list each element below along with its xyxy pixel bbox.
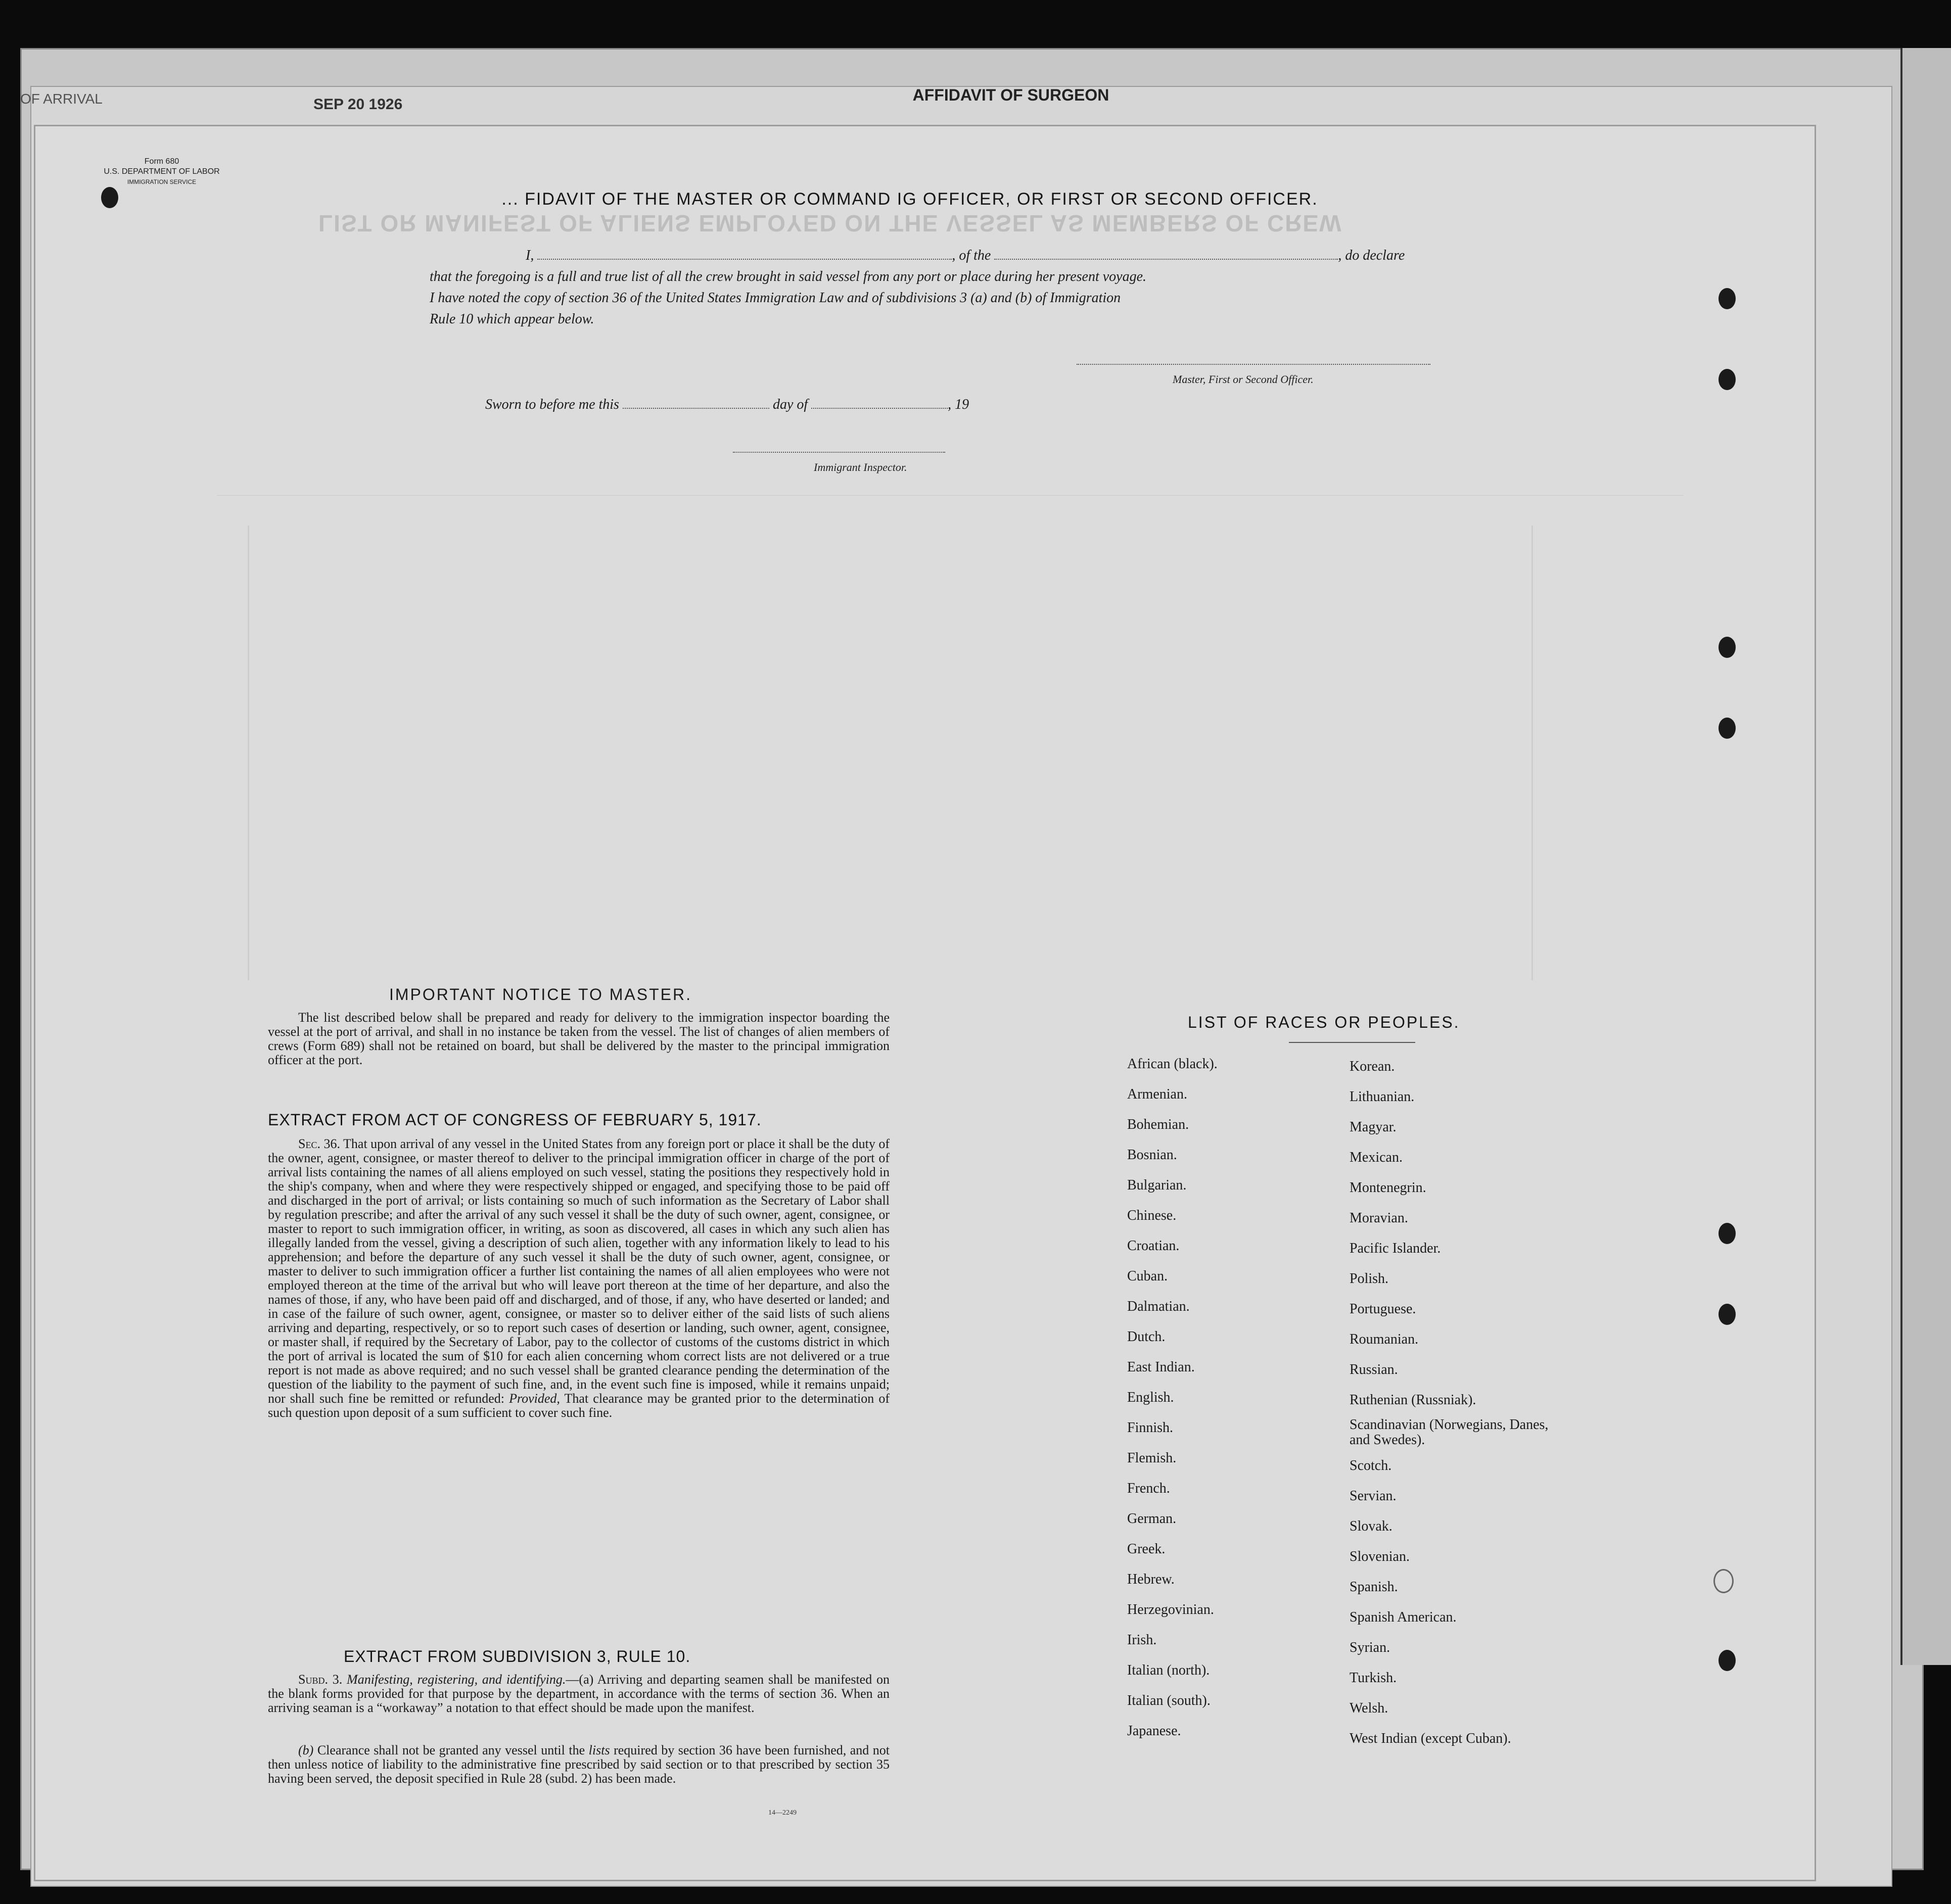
race-item: Cuban. bbox=[1127, 1268, 1168, 1284]
race-item: African (black). bbox=[1127, 1056, 1218, 1072]
section-text: That upon arrival of any vessel in the United States from any foreign port or place it shall be the duty of the owner, agent, consignee, or master thereof to deliver to the principal immigration officer in charge of the port of arrival lists containing the names of all aliens employed on such vessel, stating the positions they respectively hold in the ship's company, when and where they were respectively shipped or engaged, and specifying those to be paid off and discharged in the port of arrival; or lists containing so much of such information as the Secretary of Labor shall by regulation prescribe; and after the arrival of any such vessel it shall be the duty of such owner, agent, consignee, or master to report to such immigration officer, in writing, as soon as discovered, all cases in which any such alien has illegally landed from the vessel, giving a description of such alien, together with any information likely to lead to his apprehension; and before the departure of any such vessel it shall be the duty of such owner, agent, consignee, or master to deliver to such immigration officer a further list containing the names of all alien employees who were not employed thereon at the time of the arrival but who will leave port thereon at the time of her departure, and also the names of those, if any, who have been paid off and discharged, and of those, if any, who have deserted or landed; and in case of the failure of such owner, agent, consignee, or master so to deliver either of the said lists of such aliens arriving and departing, respectively, or so to report such cases of desertion or landing, such owner, agent, consignee, or master shall, if required by the Secretary of Labor, pay to the collector of customs of the customs district in which the port of arrival is located the sum of $10 for each alien concerning whom correct lists are not delivered or a true report is not made as above required; and no such vessel shall be granted clearance pending the determination of the question of the liability to the payment of such fine, and, in the event such fine is imposed, while it remains unpaid; nor shall such fine be remitted or refunded: bbox=[268, 1136, 890, 1406]
act-extract-title: EXTRACT FROM ACT OF CONGRESS OF FEBRUARY 5, 1917. bbox=[268, 1111, 762, 1129]
provided-label: Provided, bbox=[509, 1391, 560, 1406]
race-item: Spanish. bbox=[1350, 1579, 1398, 1595]
races-title-rule bbox=[1289, 1042, 1415, 1043]
race-item: Herzegovinian. bbox=[1127, 1602, 1214, 1617]
race-item: English. bbox=[1127, 1390, 1174, 1405]
punch-hole bbox=[1718, 637, 1736, 658]
form-page bbox=[35, 126, 1815, 1880]
punch-hole bbox=[101, 187, 118, 208]
subdivision-label: Subd. 3. bbox=[298, 1672, 343, 1687]
race-item: Japanese. bbox=[1127, 1723, 1181, 1739]
race-item: Greek. bbox=[1127, 1541, 1166, 1557]
race-item: German. bbox=[1127, 1511, 1177, 1527]
race-item: Pacific Islander. bbox=[1350, 1241, 1441, 1256]
race-item: Korean. bbox=[1350, 1059, 1395, 1074]
race-item: Hebrew. bbox=[1127, 1572, 1175, 1587]
race-item: Slovak. bbox=[1350, 1518, 1392, 1534]
part-b-label: (b) bbox=[298, 1743, 314, 1757]
declaration-line-2: that the foregoing is a full and true list of all the crew brought in said vessel from any port or place during her present voyage. bbox=[430, 269, 1147, 284]
race-item: Spanish American. bbox=[1350, 1609, 1457, 1625]
part-a-label: —(a) bbox=[566, 1672, 594, 1687]
vessel-name-field[interactable] bbox=[994, 259, 1338, 260]
part-b-pre: Clearance shall not be granted any vessel until the bbox=[317, 1743, 585, 1757]
punch-hole bbox=[1718, 1304, 1736, 1325]
act-extract-body bbox=[268, 1137, 890, 1420]
race-item: Portuguese. bbox=[1350, 1301, 1416, 1317]
race-item: Slovenian. bbox=[1350, 1549, 1410, 1564]
of-label: , of the bbox=[952, 248, 991, 263]
race-item: Ruthenian (Russniak). bbox=[1350, 1392, 1476, 1408]
punch-hole bbox=[1718, 1650, 1736, 1671]
inspector-signature-label: Immigrant Inspector. bbox=[814, 461, 907, 473]
race-item: Scandinavian (Norwegians, Danes, and Swedes). bbox=[1350, 1417, 1549, 1448]
race-item: Syrian. bbox=[1350, 1640, 1390, 1655]
master-signature-line[interactable] bbox=[1077, 364, 1430, 365]
part-b-lists: lists bbox=[588, 1743, 610, 1757]
provided-text: That clearance may be granted prior to the determination of such question upon deposit of a sum sufficient to cover such fine. bbox=[268, 1391, 890, 1420]
race-item: Scotch. bbox=[1350, 1458, 1392, 1473]
race-item: Italian (south). bbox=[1127, 1693, 1211, 1708]
arrival-stamp: OF ARRIVAL bbox=[20, 91, 103, 107]
rule-extract-title: EXTRACT FROM SUBDIVISION 3, RULE 10. bbox=[344, 1647, 691, 1665]
race-item: West Indian (except Cuban). bbox=[1350, 1731, 1511, 1746]
part-a-text: Arriving and departing seamen shall be manifested on the blank forms provided for that purpose by the department, in accordance with the terms of section 36. When an arriving seaman is a “workaway” a notation to that effect should be made upon the manifest. bbox=[268, 1672, 890, 1715]
part-b-post: required by section 36 have been furnished, and not then unless notice of liability to the administrative fine prescribed by said section or to that prescribed by section 35 having been served, the deposit specified in Rule 28 (subd. 2) has been made. bbox=[268, 1743, 890, 1786]
race-item: Italian (north). bbox=[1127, 1662, 1210, 1678]
rule-extract-part-b bbox=[268, 1743, 890, 1786]
race-item: Bohemian. bbox=[1127, 1117, 1189, 1132]
inspector-signature-line[interactable] bbox=[733, 452, 945, 453]
bleed-through-column bbox=[248, 526, 280, 980]
declare-label: , do declare bbox=[1338, 248, 1405, 263]
sworn-month-field[interactable] bbox=[811, 408, 948, 409]
race-item: Irish. bbox=[1127, 1632, 1157, 1648]
race-item: Armenian. bbox=[1127, 1086, 1187, 1102]
race-item: Roumanian. bbox=[1350, 1331, 1419, 1347]
date-stamp: SEP 20 1926 bbox=[313, 96, 403, 113]
race-item: Magyar. bbox=[1350, 1119, 1397, 1135]
punch-hole bbox=[1718, 1223, 1736, 1244]
race-item: Croatian. bbox=[1127, 1238, 1180, 1254]
race-item: Dalmatian. bbox=[1127, 1299, 1190, 1314]
sworn-day-field[interactable] bbox=[623, 408, 769, 409]
bleed-through-title: LIST OR MANIFEST OF ALIENS EMPLOYED ON THE VESSEL AS MEMBERS OF CREW bbox=[318, 210, 1342, 236]
notice-title: IMPORTANT NOTICE TO MASTER. bbox=[389, 985, 692, 1004]
notice-body: The list described below shall be prepared and ready for delivery to the immigration inspector boarding the vessel at the port of arrival, and shall in no instance be taken from the vessel. The list of changes of alien members of crews (Form 689) shall not be retained on board, but shall be delivered by the master to the principal immigration officer at the port. bbox=[268, 1010, 890, 1067]
race-item: Montenegrin. bbox=[1350, 1180, 1426, 1196]
race-item: East Indian. bbox=[1127, 1359, 1195, 1375]
bleed-through-column bbox=[1531, 526, 1563, 980]
affidavit-title: ... FIDAVIT OF THE MASTER OR COMMAND IG OFFICER, OR FIRST OR SECOND OFFICER. bbox=[501, 189, 1318, 209]
race-item: Chinese. bbox=[1127, 1208, 1177, 1223]
print-code: 14—2249 bbox=[768, 1809, 797, 1817]
race-item: Dutch. bbox=[1127, 1329, 1166, 1345]
declarant-label: I, bbox=[526, 248, 534, 263]
declarant-name-field[interactable] bbox=[537, 259, 952, 260]
department-name: U.S. DEPARTMENT OF LABOR bbox=[104, 167, 220, 176]
sworn-line bbox=[485, 397, 969, 413]
sworn-prefix: Sworn to before me this bbox=[485, 397, 619, 412]
race-item: Mexican. bbox=[1350, 1150, 1403, 1165]
race-item: Welsh. bbox=[1350, 1700, 1388, 1716]
race-item: Turkish. bbox=[1350, 1670, 1397, 1686]
sworn-day-label: day of bbox=[772, 397, 808, 412]
declaration-line-4: Rule 10 which appear below. bbox=[430, 311, 594, 327]
race-item: Bosnian. bbox=[1127, 1147, 1177, 1163]
surgeon-affidavit-header: AFFIDAVIT OF SURGEON bbox=[912, 86, 1109, 104]
declaration-line-1 bbox=[177, 248, 1617, 264]
race-item: Flemish. bbox=[1127, 1450, 1177, 1466]
master-signature-label: Master, First or Second Officer. bbox=[1173, 373, 1314, 386]
rule-extract-part-a bbox=[268, 1673, 890, 1715]
race-item: Polish. bbox=[1350, 1271, 1389, 1287]
punch-hole bbox=[1718, 369, 1736, 390]
race-item: French. bbox=[1127, 1481, 1170, 1496]
service-name: IMMIGRATION SERVICE bbox=[127, 178, 197, 185]
form-identifier bbox=[91, 157, 233, 187]
punch-hole bbox=[1718, 288, 1736, 309]
race-item: Russian. bbox=[1350, 1362, 1398, 1377]
punch-hole bbox=[1713, 1569, 1734, 1593]
sworn-year-label: , 19 bbox=[948, 397, 969, 412]
subdivision-heading: Manifesting, registering, and identifying. bbox=[347, 1672, 566, 1687]
race-item: Bulgarian. bbox=[1127, 1177, 1187, 1193]
race-item: Finnish. bbox=[1127, 1420, 1174, 1436]
races-title: LIST OF RACES OR PEOPLES. bbox=[1188, 1013, 1460, 1031]
punch-hole bbox=[1718, 718, 1736, 739]
bleed-through-rule bbox=[217, 495, 1683, 496]
declaration-line-3: I have noted the copy of section 36 of the United States Immigration Law and of subdivisions 3 (a) and (b) of Immigration bbox=[430, 290, 1121, 306]
race-item: Servian. bbox=[1350, 1488, 1397, 1504]
section-label: Sec. 36. bbox=[298, 1136, 340, 1151]
form-number: Form 680 bbox=[144, 157, 179, 166]
race-item: Lithuanian. bbox=[1350, 1089, 1415, 1105]
race-item: Moravian. bbox=[1350, 1210, 1408, 1226]
adjacent-page-edge bbox=[1900, 48, 1951, 1665]
